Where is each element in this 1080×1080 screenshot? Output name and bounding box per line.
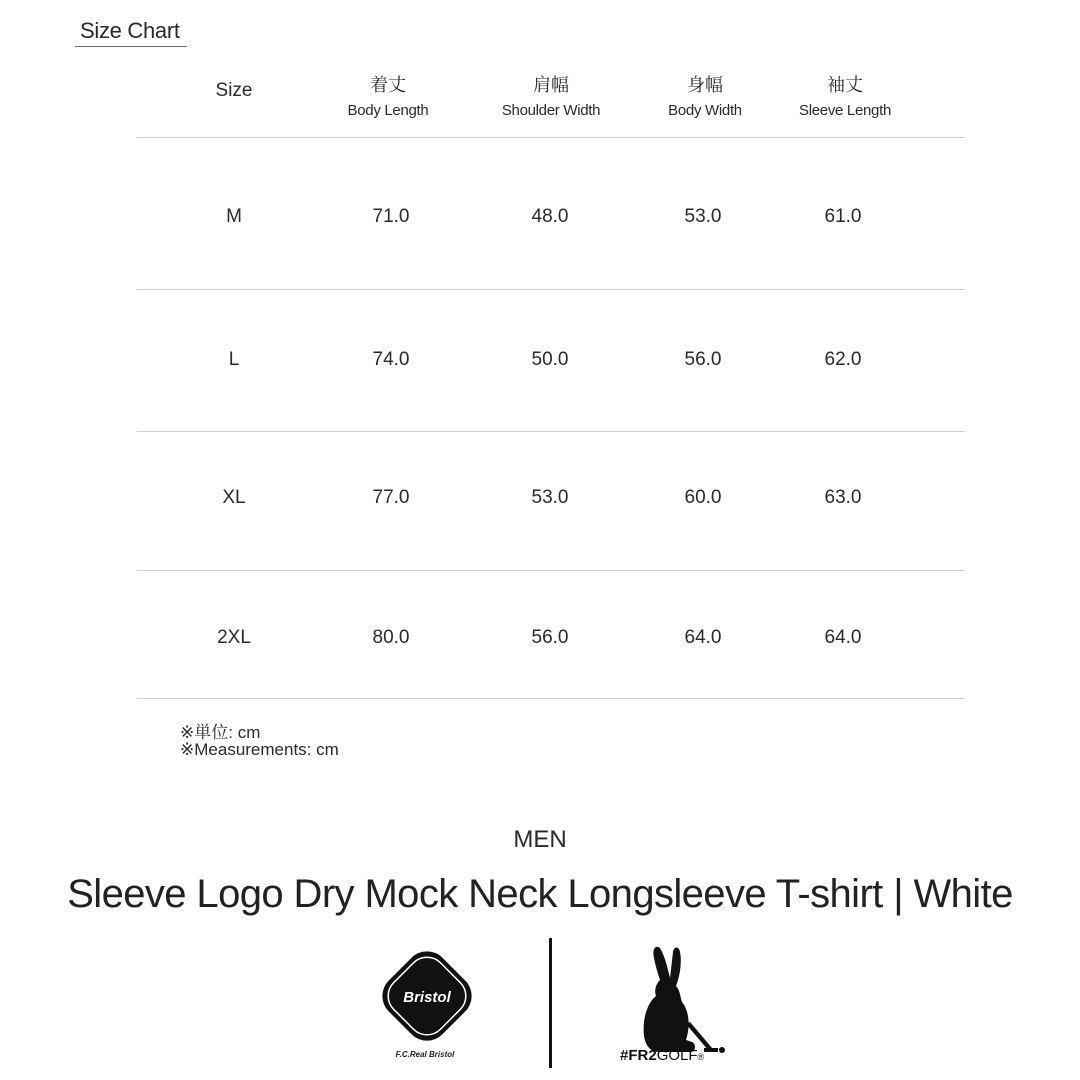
header-sleeve-length-en: Sleeve Length: [798, 102, 892, 119]
body-length-cell: 74.0: [372, 349, 410, 370]
registered-mark: ®: [697, 1052, 705, 1062]
body-length-cell: 80.0: [372, 627, 410, 648]
header-sleeve-length-jp: 袖丈: [827, 75, 863, 96]
golf-label: GOLF: [656, 1047, 698, 1064]
size-cell: M: [226, 206, 242, 227]
sleeve-length-cell: 63.0: [824, 487, 862, 508]
unit-note-en: ※Measurements: cm: [180, 740, 339, 759]
table-divider: [137, 137, 965, 138]
table-row: [0, 349, 1080, 379]
header-body-length-jp: 着丈: [370, 75, 406, 96]
logo-divider: [549, 938, 552, 1068]
header-shoulder-width-jp: 肩幅: [533, 75, 569, 96]
size-chart-title: Size Chart: [80, 18, 180, 43]
header-body-length-en: Body Length: [347, 102, 429, 119]
body-length-cell: 71.0: [372, 206, 410, 227]
table-divider: [137, 289, 965, 290]
body-width-cell: 64.0: [684, 627, 722, 648]
fr2-label: #FR2: [620, 1047, 657, 1064]
header-body-width-en: Body Width: [668, 102, 742, 119]
table-divider: [137, 570, 965, 571]
logo-emblem-text: Bristol: [403, 989, 451, 1006]
table-row: [0, 627, 1080, 657]
gender-label: MEN: [513, 826, 567, 853]
size-cell: L: [228, 349, 240, 370]
fr2-golf-caption: [620, 1047, 704, 1064]
body-width-cell: 60.0: [684, 487, 722, 508]
size-chart-title-underline: [75, 46, 187, 47]
table-divider: [137, 698, 965, 699]
body-width-cell: 56.0: [684, 349, 722, 370]
sleeve-length-cell: 62.0: [824, 349, 862, 370]
shoulder-width-cell: 56.0: [531, 627, 569, 648]
header-body-width-jp: 身幅: [687, 75, 723, 96]
table-header-row: [0, 66, 1080, 126]
shoulder-width-cell: 53.0: [531, 487, 569, 508]
product-title: Sleeve Logo Dry Mock Neck Longsleeve T-shirt | White: [67, 872, 1013, 916]
table-divider: [137, 431, 965, 432]
table-row: [0, 206, 1080, 236]
size-cell: XL: [222, 487, 246, 508]
unit-note-jp: ※単位: cm: [180, 723, 261, 742]
table-row: [0, 487, 1080, 517]
sleeve-length-cell: 61.0: [824, 206, 862, 227]
body-length-cell: 77.0: [372, 487, 410, 508]
body-width-cell: 53.0: [684, 206, 722, 227]
fc-real-bristol-caption: F.C.Real Bristol: [395, 1050, 455, 1059]
header-size: Size: [215, 80, 253, 101]
shoulder-width-cell: 48.0: [531, 206, 569, 227]
size-cell: 2XL: [217, 627, 251, 648]
header-shoulder-width-en: Shoulder Width: [501, 102, 601, 119]
shoulder-width-cell: 50.0: [531, 349, 569, 370]
sleeve-length-cell: 64.0: [824, 627, 862, 648]
